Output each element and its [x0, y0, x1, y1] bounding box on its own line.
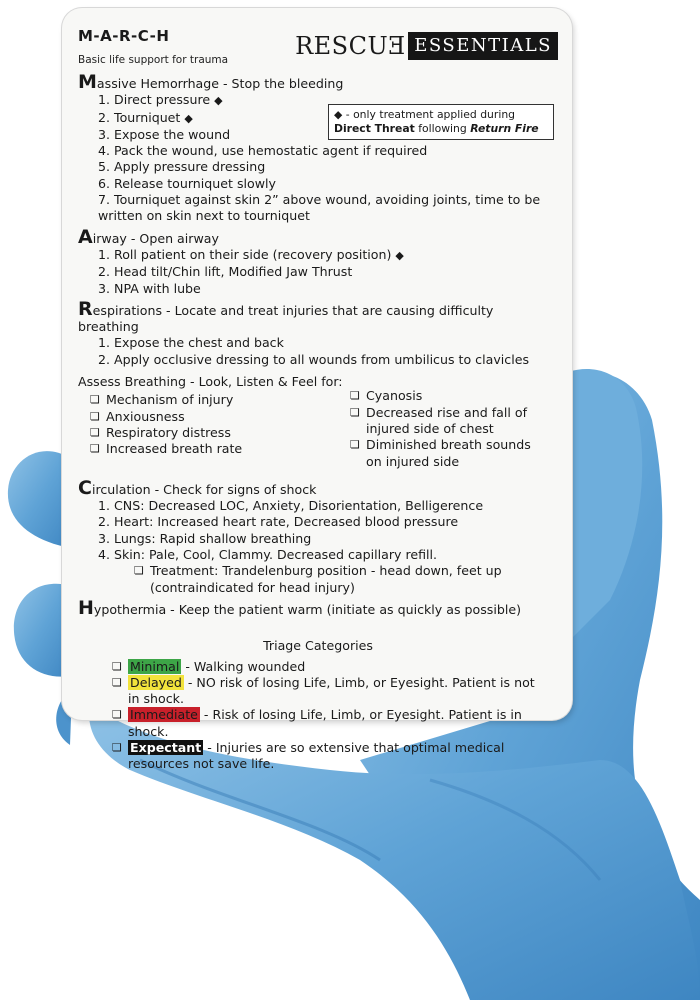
checklist-item: ❏ Diminished breath sounds on injured side — [350, 437, 531, 469]
checkbox-icon: ❏ — [350, 389, 360, 403]
list-item: 3. Lungs: Rapid shallow breathing — [98, 530, 312, 546]
respirations-list — [78, 335, 558, 368]
assess-left-column — [78, 392, 350, 469]
list-item: 5. Apply pressure dressing — [98, 159, 266, 175]
card-header — [78, 28, 558, 70]
finger-top — [8, 451, 70, 548]
section-letter-r: R — [78, 297, 93, 320]
checklist-item: ❏ Respiratory distress — [90, 424, 231, 440]
assess-breathing-title: Assess Breathing - Look, Listen & Feel for: — [78, 374, 343, 390]
list-item: 2. Apply occlusive dressing to all wounds from umbilicus to clavicles — [98, 351, 530, 367]
airway-list — [78, 247, 558, 297]
list-item: 2. Tourniquet ◆ — [98, 109, 193, 125]
section-title-hypothermia: ypothermia - Keep the patient warm (initiate as quickly as possible) — [93, 601, 521, 617]
section-airway — [78, 225, 558, 248]
list-item: 6. Release tourniquet slowly — [98, 175, 276, 191]
checkbox-icon: ❏ — [90, 409, 100, 423]
checklist-item: ❏ Anxiousness — [90, 408, 185, 424]
list-item: 1. Roll patient on their side (recovery position) ◆ — [98, 246, 404, 262]
checkbox-icon: ❏ — [90, 393, 100, 407]
list-item: 1. Expose the chest and back — [98, 335, 284, 351]
note-text-pre: - only treatment applied during — [342, 108, 516, 121]
list-item: 4. Pack the wound, use hemostatic agent if required — [98, 143, 428, 159]
section-letter-c: C — [78, 476, 92, 499]
section-letter-h: H — [78, 596, 94, 619]
section-letter-a: A — [78, 225, 93, 248]
list-item: 7. Tourniquet against skin 2” above wound, avoiding joints, time to be written on skin next to tourniquet — [98, 192, 541, 224]
section-hypothermia — [78, 596, 558, 619]
diamond-icon: ◆ — [214, 94, 223, 108]
list-item: 2. Head tilt/Chin lift, Modified Jaw Thrust — [98, 264, 353, 280]
triage-tag-expectant: Expectant — [130, 739, 202, 755]
triage-list — [78, 659, 558, 773]
triage-item-delayed: ❏ Delayed - NO risk of losing Life, Limb, or Eyesight. Patient is not in shock. — [112, 674, 535, 707]
massive-list — [78, 92, 558, 224]
assess-breathing-checklist — [78, 388, 558, 469]
section-title-airway: irway - Open airway — [92, 230, 219, 246]
triage-item-immediate: ❏ Immediate - Risk of losing Life, Limb, or Eyesight. Patient is in shock. — [112, 707, 522, 739]
section-letter-m: M — [78, 71, 97, 93]
triage-tag-minimal: Minimal — [130, 658, 180, 674]
section-title-circulation: irculation - Check for signs of shock — [91, 481, 317, 497]
triage-item-expectant: ❏ Expectant - Injuries are so extensive that optimal medical resources not save life. — [112, 739, 505, 772]
list-item: 2. Heart: Increased heart rate, Decreased blood pressure — [98, 514, 459, 530]
triage-tag-immediate: Immediate — [130, 707, 198, 723]
section-massive-hemorrhage — [78, 71, 558, 93]
logo-part-essentials: ESSENTIALS — [408, 32, 558, 60]
note-text-mid: following — [414, 122, 471, 135]
list-item: 1. CNS: Decreased LOC, Anxiety, Disorientation, Belligerence — [98, 498, 484, 514]
checkbox-icon: ❏ — [90, 425, 100, 439]
assess-right-column — [350, 388, 550, 469]
logo-part-rescue: RESCUƎ — [295, 32, 407, 60]
list-item: 1. Direct pressure ◆ — [98, 92, 223, 108]
checklist-item: ❏ Increased breath rate — [90, 441, 243, 457]
section-respirations — [78, 297, 558, 336]
checkbox-icon: ❏ — [134, 564, 144, 578]
checkbox-icon: ❏ — [112, 740, 122, 754]
section-title-massive: assive Hemorrhage - Stop the bleeding — [96, 76, 344, 91]
diamond-icon: ◆ — [334, 108, 343, 121]
checkbox-icon: ❏ — [112, 675, 122, 689]
triage-tag-delayed: Delayed — [130, 674, 182, 690]
list-item: 3. Expose the wound — [98, 126, 231, 142]
note-bold-return-fire: Return Fire — [470, 122, 539, 135]
rescue-essentials-logo — [295, 32, 558, 60]
section-title-respirations: espirations - Locate and treat injuries that are causing difficulty breathing — [78, 302, 494, 335]
diamond-icon: ◆ — [184, 111, 193, 125]
checkbox-icon: ❏ — [112, 659, 122, 673]
checkbox-icon: ❏ — [90, 442, 100, 456]
diamond-icon: ◆ — [395, 248, 404, 262]
card-title: M-A-R-C-H — [78, 27, 170, 45]
card-subtitle: Basic life support for trauma — [78, 54, 229, 66]
triage-item-minimal: ❏ Minimal - Walking wounded — [112, 658, 306, 674]
checklist-item: ❏ Mechanism of injury — [90, 392, 234, 408]
checkbox-icon: ❏ — [350, 438, 360, 452]
march-reference-card — [62, 8, 572, 772]
checklist-item: ❏ Decreased rise and fall of injured side of chest — [350, 404, 528, 436]
circulation-list — [78, 498, 558, 563]
list-item: 4. Skin: Pale, Cool, Clammy. Decreased capillary refill. — [98, 547, 438, 563]
triage-title: Triage Categories — [263, 638, 373, 654]
checkbox-icon: ❏ — [112, 708, 122, 722]
note-bold-direct-threat: Direct Threat — [334, 122, 415, 135]
checklist-item: ❏ Cyanosis — [350, 388, 423, 404]
checkbox-icon: ❏ — [350, 405, 360, 419]
section-circulation — [78, 476, 558, 499]
list-item: 3. NPA with lube — [98, 280, 201, 296]
circulation-treatment: ❏ Treatment: Trandelenburg position - head down, feet up (contraindicated for head injury) — [134, 563, 502, 595]
